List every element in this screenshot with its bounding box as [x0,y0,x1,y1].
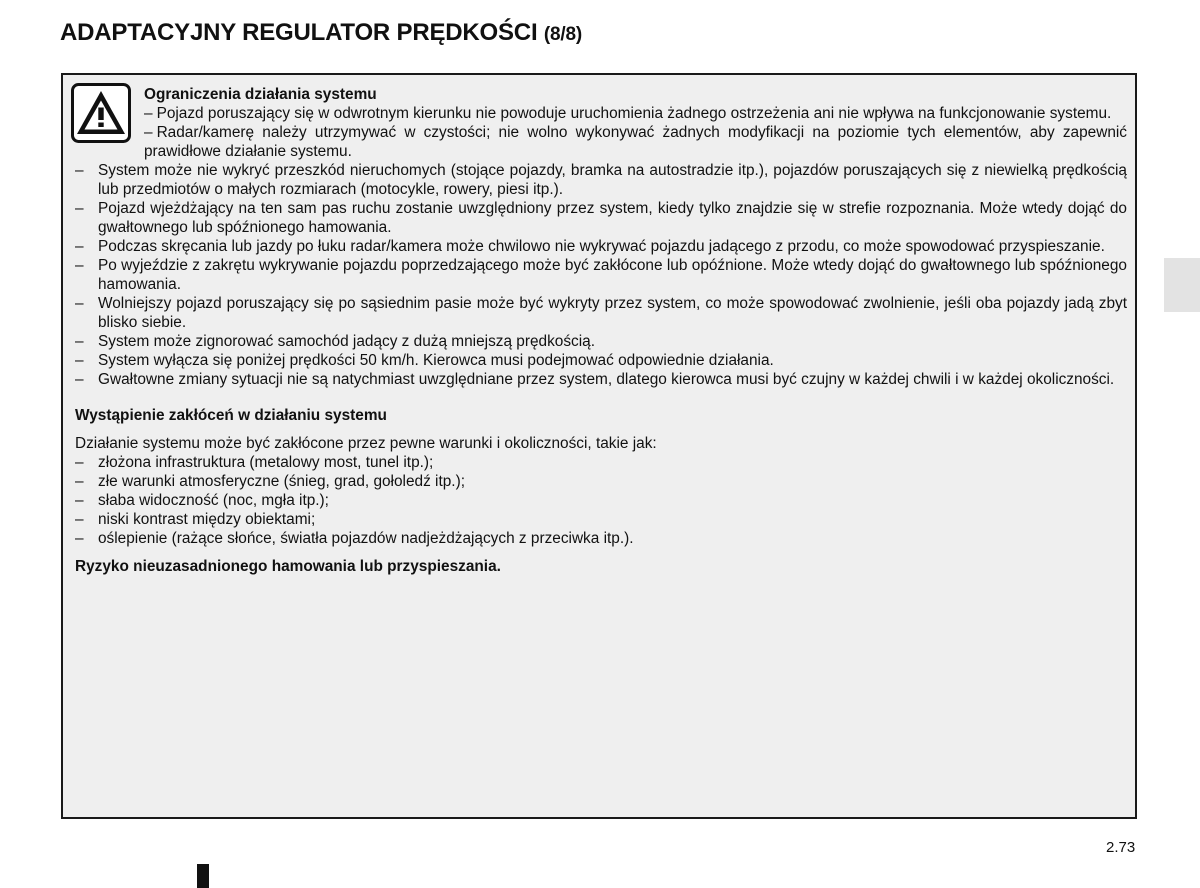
list-item-text: Radar/kamerę należy utrzymywać w czystości; nie wolno wykonywać żadnych modyfikacji na poziomie tych elementów, aby zapewnić prawidłowe działanie systemu. [144,124,1127,160]
disturbance-list [75,453,1127,548]
list-item: – oślepienie (rażące słońce, światła pojazdów nadjeżdżających z przeciwka itp.). [75,529,1127,548]
page-number: 2.73 [1106,839,1136,856]
list-item: – Pojazd wjeżdżający na ten sam pas ruchu zostanie uwzględniony przez system, kiedy tylko znajdzie się w strefie rozpoznania. Może wtedy dojąć do gwałtownego lub spóźnionego hamowania. [75,199,1127,237]
limitations-list [75,161,1127,389]
list-item: – złożona infrastruktura (metalowy most, tunel itp.); [75,453,1127,472]
page-title [60,19,582,47]
disturbance-heading: Wystąpienie zakłóceń w działaniu systemu [75,407,387,424]
list-item: – System wyłącza się poniżej prędkości 50 km/h. Kierowca musi podejmować odpowiednie działania. [75,351,1127,370]
chapter-tab [1164,258,1200,312]
disturbance-intro: Działanie systemu może być zakłócone przez pewne warunki i okoliczności, takie jak: [75,435,657,452]
dash-marker: – [144,105,153,122]
dash-marker: – [144,124,153,141]
risk-note: Ryzyko nieuzasadnionego hamowania lub przyspieszania. [75,558,501,575]
list-item: – Wolniejszy pojazd poruszający się po sąsiednim pasie może być wykryty przez system, co może spowodować zwolnienie, jeśli oba pojazdy jadą zbyt blisko siebie. [75,294,1127,332]
page-title-text: ADAPTACYJNY REGULATOR PRĘDKOŚCI [60,19,538,46]
list-item: – niski kontrast między obiektami; [75,510,1127,529]
list-item [144,104,1127,123]
warning-content [75,85,1127,576]
list-item: – Podczas skręcania lub jazdy po łuku radar/kamera może chwilowo nie wykrywać pojazdu jadącego z przodu, co może spowodować przyspieszanie. [75,237,1127,256]
list-item: – System może nie wykryć przeszkód nieruchomych (stojące pojazdy, bramka na autostradzie itp.), pojazdów poruszających się z niewielką prędkością lub przedmiotów o małych rozmiarach (motocykle, rowery, piesi itp.). [75,161,1127,199]
list-item: – Gwałtowne zmiany sytuacji nie są natychmiast uwzględniane przez system, dlatego kierowca musi być czujny w każdej chwili i w każdej okoliczności. [75,370,1127,389]
list-item-text: Pojazd poruszający się w odwrotnym kierunku nie powoduje uruchomienia żadnego ostrzeżenia ani nie wpływa na funkcjonowanie systemu. [156,105,1112,122]
list-item [144,123,1127,161]
warning-box [61,73,1137,819]
list-item: – słaba widoczność (noc, mgła itp.); [75,491,1127,510]
list-item: – System może zignorować samochód jadący z dużą mniejszą prędkością. [75,332,1127,351]
limitations-intro [144,85,1127,161]
list-item: – złe warunki atmosferyczne (śnieg, grad, gołoledź itp.); [75,472,1127,491]
limitations-heading: Ograniczenia działania systemu [144,86,377,103]
limitations-intro-list [144,104,1127,161]
print-edge-mark [197,864,209,888]
list-item: – Po wyjeździe z zakrętu wykrywanie pojazdu poprzedzającego może być zakłócone lub opóźnione. Może wtedy dojąć do gwałtownego lub spóźnionego hamowania. [75,256,1127,294]
page-title-suffix: (8/8) [543,24,582,45]
